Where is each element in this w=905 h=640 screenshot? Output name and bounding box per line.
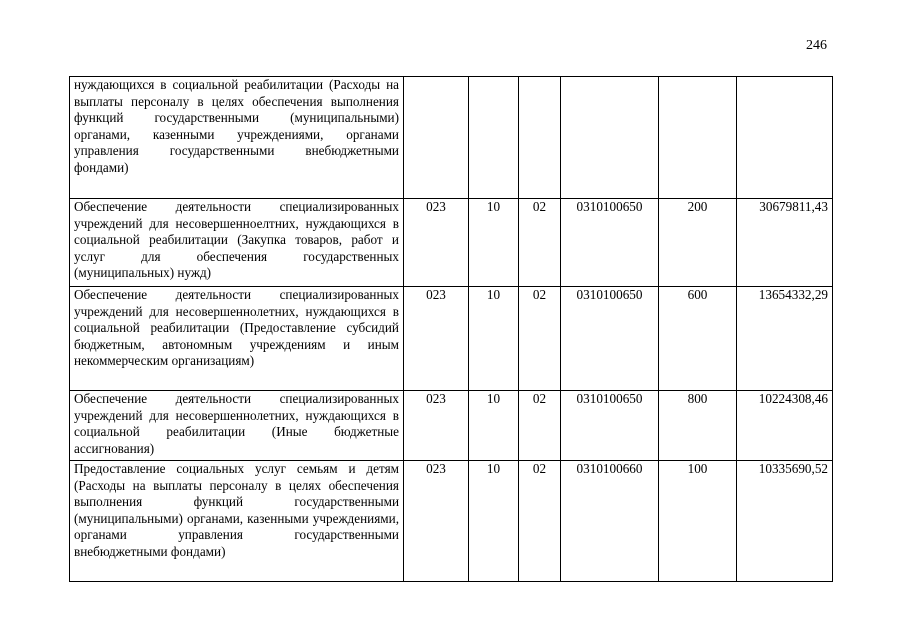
section-code: 10 [469,461,519,582]
row-description: нуждающихся в социальной реабилитации (Расходы на выплаты персоналу в целях обеспечения выполнения функций государственными (муниципальными) органами, казенными учреждениями, органами управления государственными внебюджетными фондами) [70,77,404,199]
amount: 10335690,52 [737,461,833,582]
section-code: 10 [469,391,519,461]
subsection-code: 02 [519,199,561,287]
row-description: Обеспечение деятельности специализированных учреждений для несовершеннолетних, нуждающихся в социальной реабилитации (Предоставление субсидий бюджетным, автономным учреждениям и иным некоммерческим организациям) [70,287,404,391]
section-code: 10 [469,287,519,391]
budget-table [69,76,833,582]
target-article-code: 0310100660 [561,461,659,582]
section-code [469,77,519,199]
ministry-code: 023 [404,461,469,582]
table-row [70,391,833,461]
ministry-code: 023 [404,199,469,287]
amount [737,77,833,199]
expense-type-code: 600 [659,287,737,391]
target-article-code [561,77,659,199]
amount: 10224308,46 [737,391,833,461]
table-row [70,287,833,391]
ministry-code: 023 [404,287,469,391]
target-article-code: 0310100650 [561,287,659,391]
subsection-code [519,77,561,199]
row-description: Обеспечение деятельности специализированных учреждений для несовершеннолетних, нуждающихся в социальной реабилитации (Иные бюджетные ассигнования) [70,391,404,461]
table-row [70,199,833,287]
expense-type-code: 200 [659,199,737,287]
target-article-code: 0310100650 [561,391,659,461]
subsection-code: 02 [519,461,561,582]
subsection-code: 02 [519,391,561,461]
page-number: 246 [806,38,827,53]
amount: 30679811,43 [737,199,833,287]
expense-type-code [659,77,737,199]
row-description: Обеспечение деятельности специализированных учреждений для несовершенноелтних, нуждающихся в социальной реабилитации (Закупка товаров, работ и услуг для обеспечения государственных (муниципальных) нужд) [70,199,404,287]
ministry-code [404,77,469,199]
table-row [70,77,833,199]
subsection-code: 02 [519,287,561,391]
row-description: Предоставление социальных услуг семьям и детям (Расходы на выплаты персоналу в целях обеспечения выполнения функций государственными (муниципальными) органами, казенными учреждениями, органами управления государственными внебюджетными фондами) [70,461,404,582]
table-row [70,461,833,582]
expense-type-code: 800 [659,391,737,461]
target-article-code: 0310100650 [561,199,659,287]
expense-type-code: 100 [659,461,737,582]
ministry-code: 023 [404,391,469,461]
section-code: 10 [469,199,519,287]
amount: 13654332,29 [737,287,833,391]
